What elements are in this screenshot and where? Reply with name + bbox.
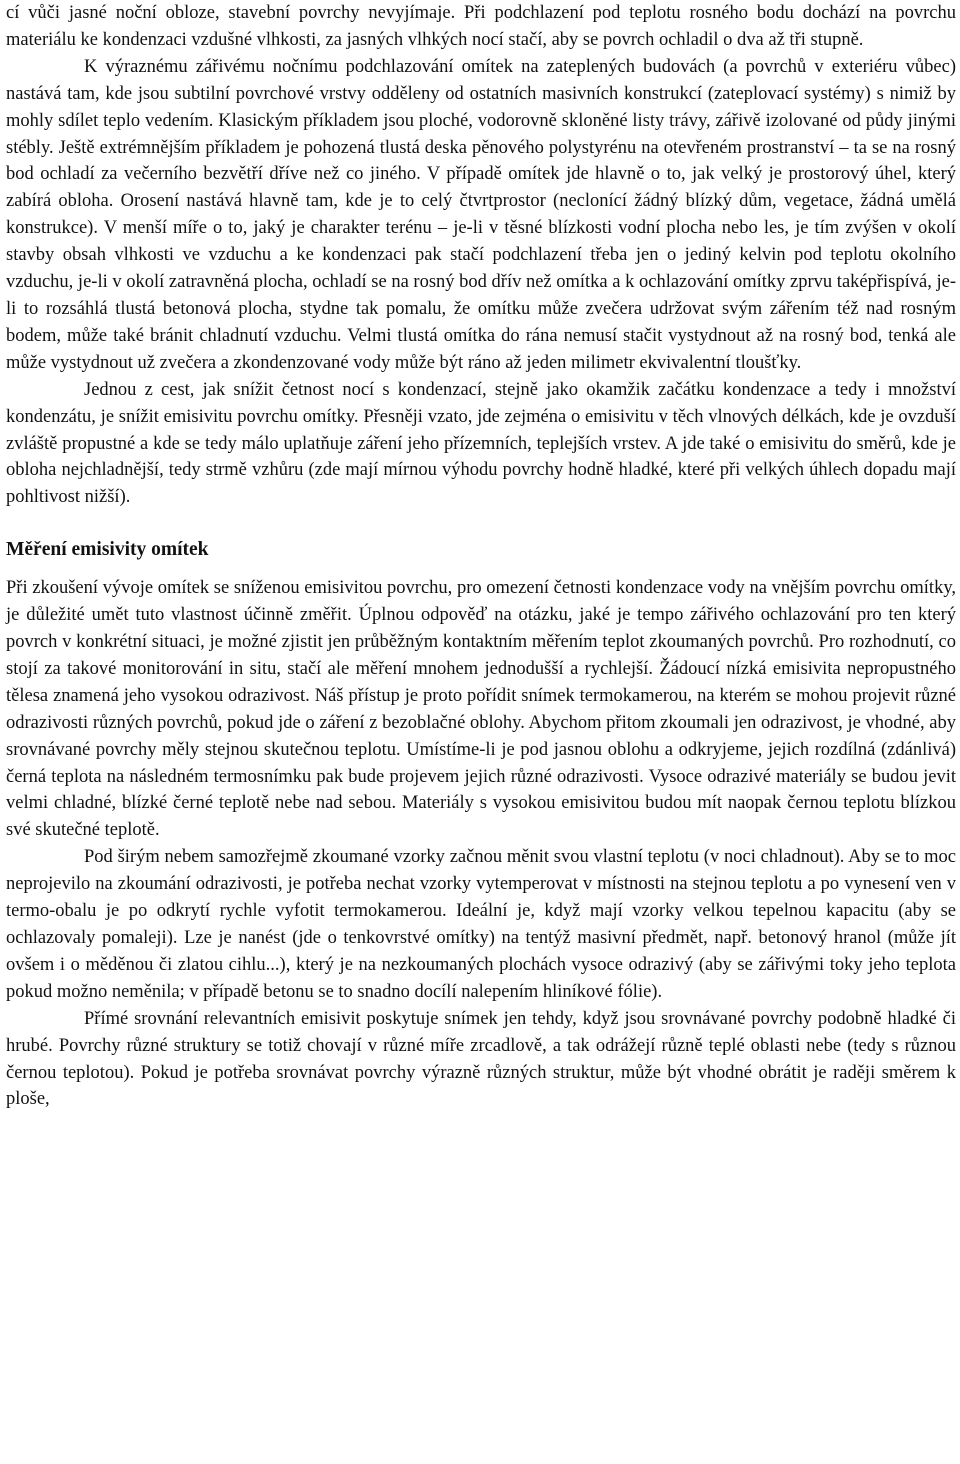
- paragraph-emissivity-reduction: Jednou z cest, jak snížit četnost nocí s kondenzací, stejně jako okamžik začátku kondenzace a tedy i množství kondenzátu, je snížit emisivitu povrchu omítky. Přesněji vzato, jde zejména o emisivitu v těch vlnových délkách, kde je ovzduší zvláště propustné a kde se tedy málo uplatňuje záření jeho přízemních, teplejších vrstev. A jde také o emisivitu do směrů, kde je obloha nejchladnější, tedy strmě vzhůru (zde mají mírnou výhodu povrchy hodně hladké, které při velkých úhlech dopadu mají pohltivost nižší).: [6, 379, 956, 508]
- paragraph-sample-preparation: Pod širým nebem samozřejmě zkoumané vzorky začnou měnit svou vlastní teplotu (v noci chladnout). Aby se to moc neprojevilo na zkoumání odrazivosti, je potřeba nechat vzorky vytemperovat v místnosti na stejnou teplotu a po vynesení ven v termo-obalu je po odkrytí rychle vyfotit termokamerou. Ideální je, když mají vzorky velkou tepelnou kapacitu (aby se ochlazovaly pomaleji). Lze je nanést (jde o tenkovrstvé omítky) na tentýž masivní předmět, např. betonový hranol (může jít ovšem i o měděnou či zlatou cihlu...), který je na nezkoumaných plochách vysoce odrazivý (aby se zářivými toky jeho teplota pokud možno neměnila; v případě betonu se to snadno docílí nalepením hliníkové fólie).: [6, 847, 956, 1002]
- paragraph-surface-comparison: Přímé srovnání relevantních emisivit poskytuje snímek jen tehdy, když jsou srovnávané povrchy podobně hladké či hrubé. Povrchy různé struktury se totiž chovají v různé míře zrcadlově, a tak odrážejí různě teplé oblasti nebe (tedy s různou černou teplotou). Pokud je potřeba srovnávat povrchy výrazně různých struktur, může být vhodné obrátit je raději směrem k ploše,: [6, 1008, 956, 1110]
- paragraph-measurement-intro: Při zkoušení vývoje omítek se sníženou emisivitou povrchu, pro omezení četnosti kondenzace vody na vnějším povrchu omítky, je důležité umět tuto vlastnost účinně změřit. Úplnou odpověď na otázku, jaké je tempo zářivého ochlazování pro ten který povrch v konkrétní situaci, je možné zjistit jen průběžným kontaktním měřením teplot zkoumaných povrchů. Pro rozhodnutí, co stojí za takové monitorování in situ, stačí ale měření mnohem jednodušší a rychlejší. Žádoucí nízká emisivita nepropustného tělesa znamená jeho vysokou odrazivost. Náš přístup je proto pořídit snímek termokamerou, na kterém se mohou projevit různé odrazivosti různých povrchů, pokud jde o záření z bezoblačné oblohy. Abychom přitom zkoumali jen odrazivost, je vhodné, aby srovnávané povrchy měly stejnou skutečnou teplotu. Umístíme-li je pod jasnou oblohu a odkryjeme, jejich rozdílná (zdánlivá) černá teplota na následném termosnímku pak bude projevem jejich různé odrazivosti. Vysoce odrazivé materiály se budou jevit velmi chladné, blízké černé teplotě nebe nad sebou. Materiály s vysokou emisivitou budou mít naopak černou teplotu blízkou své skutečné teplotě.: [6, 578, 956, 841]
- section-heading: Měření emisivity omítek: [6, 539, 209, 561]
- paragraph-continuation: cí vůči jasné noční obloze, stavební povrchy nevyjímaje. Při podchlazení pod teplotu rosného bodu dochází na povrchu materiálu ke kondenzaci vzdušné vlhkosti, za jasných vlhkých nocí stačí, aby se povrch ochladil o dva až tři stupně.: [6, 3, 956, 50]
- paragraph-radiative-cooling: K výraznému zářivému nočnímu podchlazování omítek na zateplených budovách (a povrchů v exteriéru vůbec) nastává tam, kde jsou subtilní povrchové vrstvy odděleny od ostatních masivních konstrukcí (zateplovací systémy) s nimiž by mohly sdílet teplo vedením. Klasickým příkladem jsou ploché, vodorovně skloněné listy trávy, zářivě izolované od půdy jinými stébly. Ještě extrémnějším příkladem je pohozená tlustá deska pěnového polystyrénu na otevřeném prostranství – ta se na rosný bod ochladí za večerního bezvětří dříve než co jiného. V případě omítek jde hlavně o to, jak velký je prostorový úhel, který zabírá obloha. Orosení nastává hlavně tam, kde je to celý čtvrtprostor (neclonící žádný blízký dům, vegetace, žádná umělá konstrukce). V menší míře o to, jaký je charakter terénu – je-li v těsné blízkosti vodní plocha nebo les, je tím zvýšen v okolí stavby obsah vlhkosti ve vzduchu a ke kondenzaci pak stačí podchlazení třeba jen o jediný kelvin pod teplotu okolního vzduchu, je-li v okolí zatravněná plocha, ochladí se na rosný bod dřív než omítka a k ochlazování omítky zprvu taképřispívá, je-li to rozsáhlá tlustá betonová plocha, stydne tak pomalu, že omítku může zvečera udržovat svým zářením též nad rosným bodem, může také bránit chladnutí vzduchu. Velmi tlustá omítka do rána nemusí stačit vystydnout až na rosný bod, tenká ale může vystydnout už zvečera a zkondenzované vody může být ráno až jeden milimetr ekvivalentní tloušťky.: [6, 56, 956, 373]
